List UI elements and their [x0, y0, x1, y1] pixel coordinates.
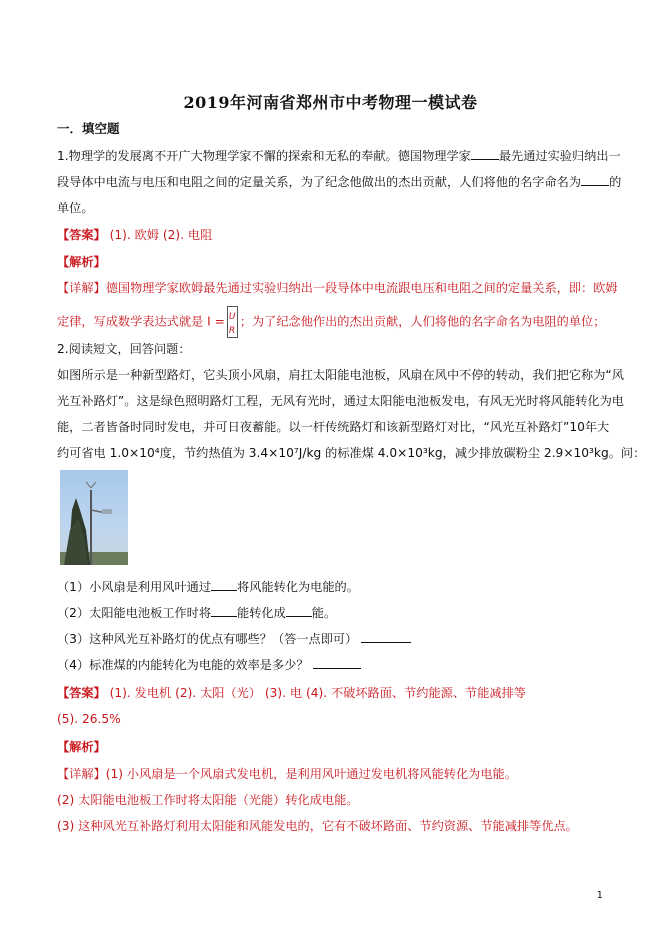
answer-text-line1: (1). 发电机 (2). 太阳（光） (3). 电 (4). 不破坏路面、节约能源、节能减排等	[105, 686, 526, 700]
detail-text-b: ；为了纪念他作出的杰出贡献，人们将他的名字命名为电阻的单位；	[239, 314, 606, 329]
q1-text-2b: 的	[609, 175, 622, 189]
street-lamp-image	[60, 470, 128, 565]
detail-text-a: 定律，写成数学表达式就是 I =	[57, 314, 225, 329]
street-lamp-photo	[60, 470, 128, 565]
answer-tag: 【答案】	[57, 228, 106, 242]
answer-blank	[313, 657, 361, 669]
q1-line3: 单位。	[57, 201, 94, 215]
formula-numerator: U	[228, 312, 236, 322]
q2-para-line2: 光互补路灯”。这是绿色照明路灯工程，无风有光时，通过太阳能电池板发电，有风无光时将风能转化为电	[57, 394, 624, 408]
q2-analysis-tag: 【解析】	[57, 740, 106, 754]
sub2-text-a: （2）太阳能电池板工作时将	[57, 606, 212, 620]
q1-line1	[57, 147, 621, 165]
q2-sub3	[57, 630, 411, 648]
section-heading: 一．填空题	[57, 121, 120, 136]
q2-para-line1: 如图所示是一种新型路灯，它头顶小风扇，肩扛太阳能电池板，风扇在风中不停的转动，我们把它称为“风	[57, 368, 624, 382]
q1-text-1a: 1.物理学的发展离不开广大物理学家不懈的探索和无私的奉献。德国物理学家	[57, 149, 471, 163]
answer-blank	[471, 148, 499, 160]
page-number: 1	[596, 890, 603, 901]
answer-blank	[211, 579, 237, 591]
answer-blank	[361, 631, 411, 643]
q2-para-line4: 约可省电 1.0×10⁴度，节约热值为 3.4×10⁷J/kg 的标准煤 4.0×10³kg，减少排放碳粉尘 2.9×10³kg。问：	[57, 446, 646, 460]
sub2-text-c: 能。	[311, 606, 337, 620]
q2-answer	[57, 684, 526, 702]
sub3-text: （3）这种风光互补路灯的优点有哪些？（答一点即可）	[57, 632, 358, 646]
answer-text: (1). 欧姆 (2). 电阻	[105, 228, 213, 242]
answer-blank	[581, 174, 609, 186]
answer-tag: 【答案】	[57, 686, 106, 700]
q1-detail-line2	[57, 306, 605, 338]
q1-text-2a: 段导体中电流与电压和电阻之间的定量关系，为了纪念他做出的杰出贡献，人们将他的名字命名为	[57, 175, 582, 189]
q1-answer	[57, 226, 212, 244]
q2-detail1: 【详解】(1) 小风扇是一个风扇式发电机，是利用风叶通过发电机将风能转化为电能。	[57, 767, 517, 781]
answer-blank	[211, 605, 237, 617]
q2-detail3: (3) 这种风光互补路灯利用太阳能和风能发电的，它有不破坏路面、节约资源、节能减排等优点。	[57, 819, 578, 833]
ohm-law-formula	[227, 306, 238, 338]
q1-text-1b: 最先通过实验归纳出一	[498, 149, 621, 163]
q2-detail2: (2) 太阳能电池板工作时将太阳能（光能）转化成电能。	[57, 793, 359, 807]
answer-blank	[286, 605, 312, 617]
q2-sub1	[57, 578, 359, 596]
q1-analysis-tag: 【解析】	[57, 255, 106, 269]
q2-intro: 2.阅读短文，回答问题：	[57, 342, 191, 356]
sub2-text-b: 能转化成	[237, 606, 286, 620]
q2-sub2	[57, 604, 336, 622]
q1-line2	[57, 173, 621, 191]
q2-answer-line2: (5). 26.5%	[57, 712, 121, 726]
q2-sub4	[57, 656, 361, 674]
q2-para-line3: 能，二者皆备时同时发电，并可日夜蓄能。以一杆传统路灯和该新型路灯对比，“风光互补路灯”10年大	[57, 420, 610, 434]
formula-denominator: R	[228, 326, 236, 336]
sub4-text: （4）标准煤的内能转化为电能的效率是多少？	[57, 658, 309, 672]
sub1-text-b: 将风能转化为电能的。	[237, 580, 359, 594]
q1-detail-line1: 【详解】德国物理学家欧姆最先通过实验归纳出一段导体中电流跟电压和电阻之间的定量关系，即：欧姆	[57, 281, 618, 295]
sub1-text-a: （1）小风扇是利用风叶通过	[57, 580, 212, 594]
page-title: 2019年河南省郑州市中考物理一模试卷	[183, 93, 478, 112]
